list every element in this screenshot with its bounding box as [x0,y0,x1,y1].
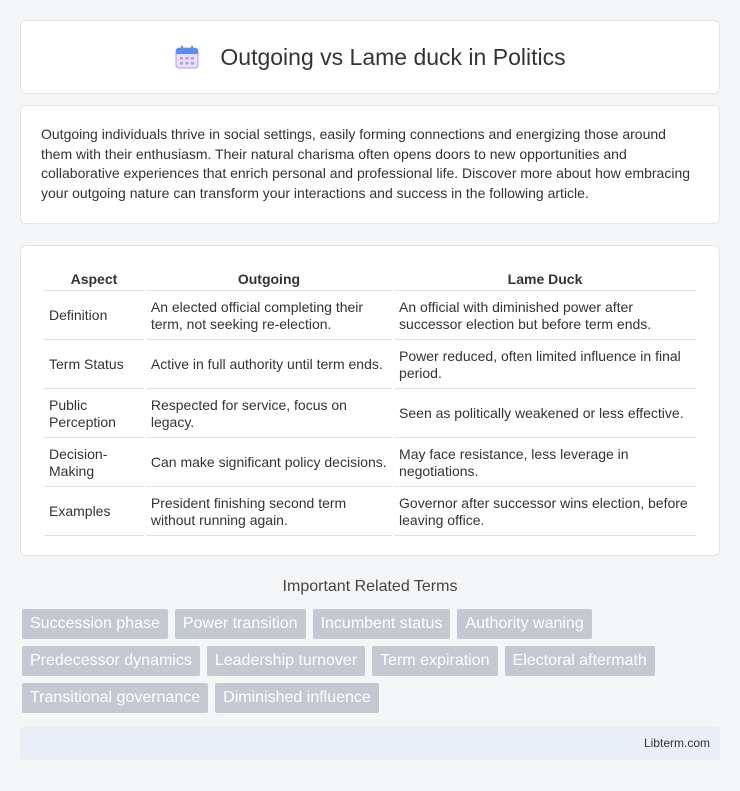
row-lame-duck: Power reduced, often limited influence in final period. [394,342,696,389]
related-terms-title: Important Related Terms [282,578,458,595]
related-term-tag[interactable]: Transitional governance [22,683,208,713]
row-aspect: Term Status [44,342,144,389]
row-outgoing: Active in full authority until term ends. [146,342,392,389]
intro-card [20,105,720,224]
row-aspect: Decision-Making [44,440,144,487]
calendar-icon [174,44,200,70]
table-row [44,489,696,536]
row-lame-duck: Governor after successor wins election, before leaving office. [394,489,696,536]
table-header-row [44,268,696,291]
related-term-tag[interactable]: Predecessor dynamics [22,646,200,676]
row-outgoing: An elected official completing their term, not seeking re-election. [146,293,392,340]
comparison-table-card [20,245,720,556]
row-lame-duck: May face resistance, less leverage in negotiations. [394,440,696,487]
related-term-tag[interactable]: Succession phase [22,609,168,639]
intro-text: Outgoing individuals thrive in social settings, easily forming connections and energizing those around them with their enthusiasm. Their natural charisma often opens doors to new opportunities and collaborative experiences that enrich personal and professional life. Discover more about how embracing your outgoing nature can transform your interactions and success in the following article. [41,126,691,201]
related-term-tag[interactable]: Diminished influence [215,683,379,713]
related-terms-list [22,609,722,713]
related-term-tag[interactable]: Leadership turnover [207,646,365,676]
header-outgoing: Outgoing [146,268,392,291]
related-term-tag[interactable]: Term expiration [372,646,497,676]
row-lame-duck: An official with diminished power after successor election but before term ends. [394,293,696,340]
header-card [20,20,720,94]
header-aspect: Aspect [44,268,144,291]
footer-site-link[interactable]: Libterm.com [643,736,710,750]
related-term-tag[interactable]: Electoral aftermath [505,646,655,676]
row-aspect: Public Perception [44,391,144,438]
row-aspect: Examples [44,489,144,536]
row-lame-duck: Seen as politically weakened or less effective. [394,391,696,438]
table-row [44,391,696,438]
row-outgoing: Can make significant policy decisions. [146,440,392,487]
comparison-table [42,266,698,538]
related-term-tag[interactable]: Incumbent status [313,609,451,639]
related-term-tag[interactable]: Power transition [175,609,306,639]
footer [20,727,720,760]
table-row [44,342,696,389]
row-outgoing: President finishing second term without running again. [146,489,392,536]
related-term-tag[interactable]: Authority waning [457,609,591,639]
header-lame-duck: Lame Duck [394,268,696,291]
row-aspect: Definition [44,293,144,340]
page-title: Outgoing vs Lame duck in Politics [220,43,566,70]
table-row [44,293,696,340]
table-row [44,440,696,487]
row-outgoing: Respected for service, focus on legacy. [146,391,392,438]
